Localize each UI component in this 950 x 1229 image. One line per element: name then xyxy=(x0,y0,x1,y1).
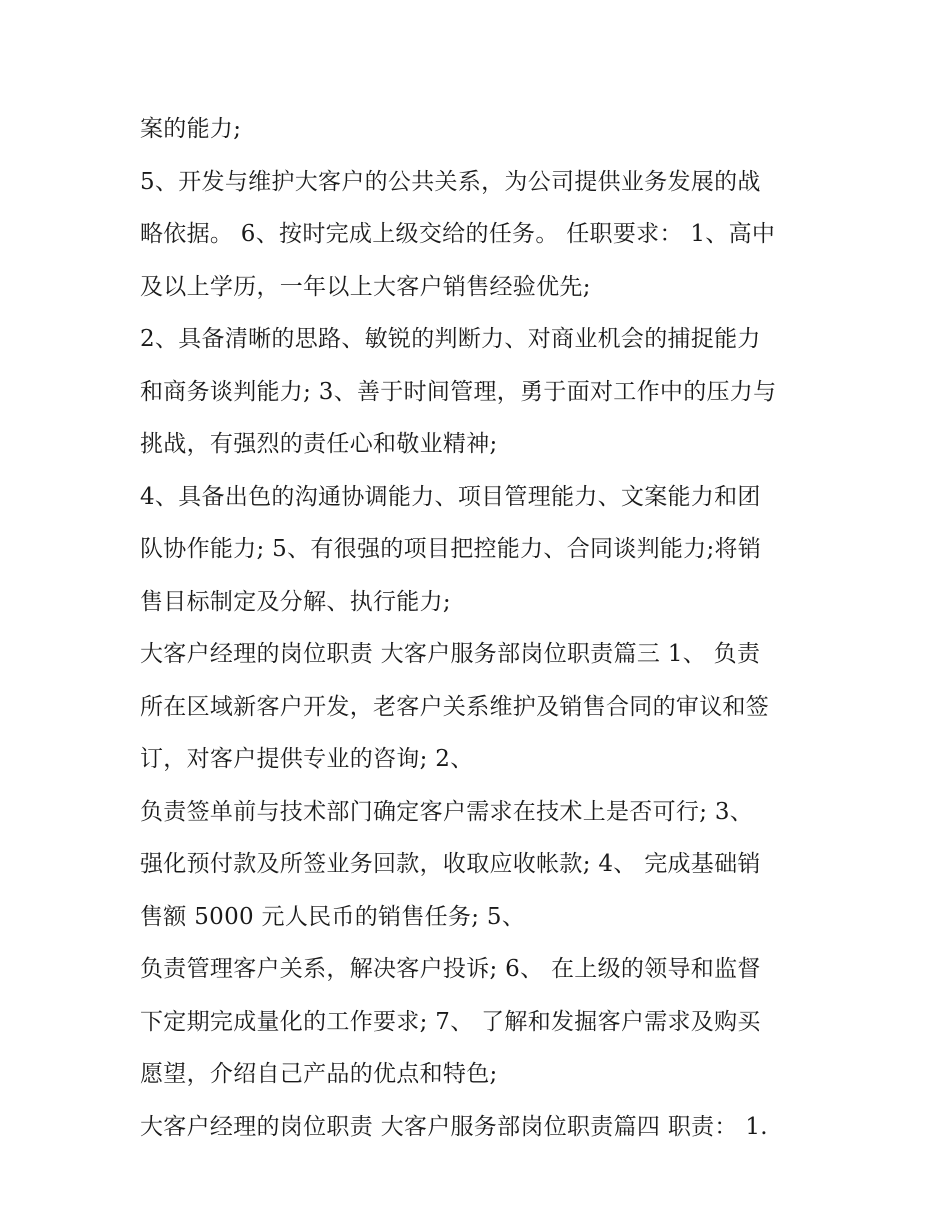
text-line: 负责管理客户关系，解决客户投诉; 6、 在上级的领导和监督 xyxy=(140,956,761,982)
text-line: 大客户经理的岗位职责 大客户服务部岗位职责篇四 职责： 1. xyxy=(140,1113,768,1140)
text-line: 下定期完成量化的工作要求; 7、 了解和发掘客户需求及购买 xyxy=(140,1008,761,1035)
text-line: 大客户经理的岗位职责 大客户服务部岗位职责篇三 1、 负责 xyxy=(140,641,761,667)
text-line: 售额 5000 元人民币的销售任务; 5、 xyxy=(140,903,526,930)
text-line: 所在区域新客户开发，老客户关系维护及销售合同的审议和签 xyxy=(140,693,770,720)
text-line: 和商务谈判能力; 3、善于时间管理，勇于面对工作中的压力与 xyxy=(140,378,777,405)
text-line: 负责签单前与技术部门确定客户需求在技术上是否可行; 3、 xyxy=(140,798,754,825)
text-line: 挑战，有强烈的责任心和敬业精神; xyxy=(140,431,498,457)
text-line: 4、具备出色的沟通协调能力、项目管理能力、文案能力和团 xyxy=(140,483,761,510)
text-line: 及以上学历，一年以上大客户销售经验优先; xyxy=(140,273,591,300)
text-line: 愿望，介绍自己产品的优点和特色; xyxy=(140,1061,498,1087)
text-line: 售目标制定及分解、执行能力; xyxy=(140,588,451,615)
text-line: 5、开发与维护大客户的公共关系，为公司提供业务发展的战 xyxy=(140,168,761,195)
text-line: 队协作能力; 5、有很强的项目把控能力、合同谈判能力;将销 xyxy=(140,536,762,562)
text-line: 案的能力; xyxy=(140,116,242,142)
text-line: 略依据。 6、按时完成上级交给的任务。 任职要求： 1、高中 xyxy=(140,221,776,247)
text-line: 订，对客户提供专业的咨询; 2、 xyxy=(140,746,474,772)
text-line: 2、具备清晰的思路、敏锐的判断力、对商业机会的捕捉能力 xyxy=(140,326,761,352)
body-text xyxy=(140,103,840,1153)
text-line: 强化预付款及所签业务回款，收取应收帐款; 4、 完成基础销 xyxy=(140,851,761,877)
